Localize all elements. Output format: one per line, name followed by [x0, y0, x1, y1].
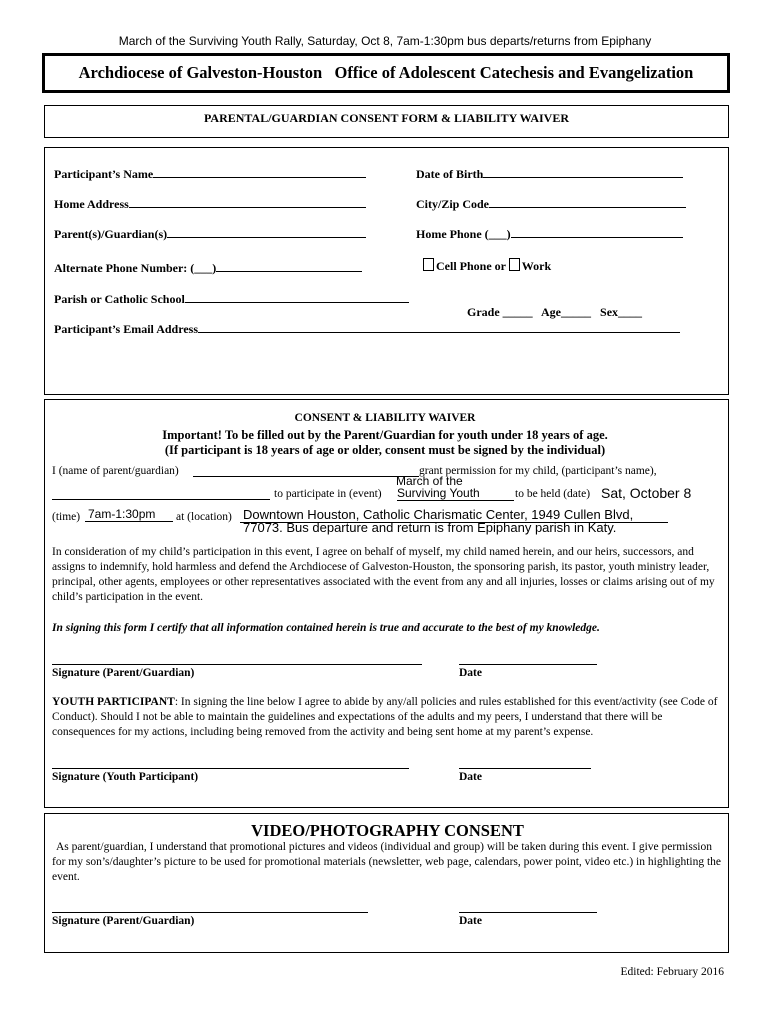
location-fill-2[interactable]: 77073. Bus departure and return is from Epiphany parish in Katy.: [243, 520, 617, 535]
location-fill-1[interactable]: Downtown Houston, Catholic Charismatic Center, 1949 Cullen Blvd,: [243, 507, 634, 522]
grant-suffix: grant permission for my child, (participant’s name),: [419, 465, 657, 477]
sex-label[interactable]: Sex____: [600, 305, 643, 319]
video-signature-label: Signature (Parent/Guardian): [52, 915, 195, 927]
guardian-name-field[interactable]: [193, 476, 419, 477]
parent-signature-line[interactable]: [52, 664, 422, 665]
home-phone-label: Home Phone (___): [416, 227, 511, 241]
parish-label: Parish or Catholic School: [54, 292, 185, 306]
youth-text: : In signing the line below I agree to abide by any/all policies and rules established for this event/activity (see Code of Conduct). Should I not be able to maintain the guidelines and expectations of the adults and my peers, I understand that there will be consequences for my actions, including being removed from the activity and being sent home at my parent’s expense.: [52, 696, 718, 738]
time-fill[interactable]: 7am-1:30pm: [85, 507, 173, 522]
email-field[interactable]: [198, 320, 680, 333]
dob-label: Date of Birth: [416, 167, 484, 181]
cell-phone-label: Cell Phone or: [436, 259, 506, 273]
youth-heading: YOUTH PARTICIPANT: [52, 696, 175, 708]
dob-row: [416, 165, 683, 182]
youth-paragraph: [52, 695, 724, 740]
home-phone-row: [416, 225, 683, 242]
home-phone-field[interactable]: [511, 225, 683, 238]
youth-signature-line[interactable]: [52, 768, 409, 769]
grade-age-sex-row: [461, 290, 642, 320]
email-row: [54, 320, 680, 337]
email-label: Participant’s Email Address: [54, 322, 199, 336]
location-label: at (location): [176, 511, 232, 523]
video-date-line[interactable]: [459, 912, 597, 913]
age-label[interactable]: Age_____: [541, 305, 592, 319]
parent-date-label: Date: [459, 667, 482, 679]
event-prefix: to participate in (event): [274, 488, 382, 500]
grant-prefix: I (name of parent/guardian): [52, 465, 179, 477]
consideration-paragraph: [52, 545, 724, 605]
important-note-1: Important! To be filled out by the Parent/Guardian for youth under 18 years of age.: [162, 428, 608, 442]
work-phone-label: Work: [521, 259, 552, 273]
participant-name-row: [54, 165, 366, 182]
certify-text: In signing this form I certify that all information contained herein is true and accurate to the best of my knowledge.: [52, 622, 600, 634]
alt-phone-label: Alternate Phone Number: (___): [54, 261, 217, 275]
dob-field[interactable]: [483, 165, 683, 178]
video-date-label: Date: [459, 915, 482, 927]
edited-footer: Edited: February 2016: [620, 966, 724, 978]
address-label: Home Address: [54, 197, 129, 211]
parent-signature-label: Signature (Parent/Guardian): [52, 667, 195, 679]
cityzip-row: [416, 195, 686, 212]
parent-date-line[interactable]: [459, 664, 597, 665]
time-label: (time): [52, 511, 81, 523]
participant-name-label: Participant’s Name: [54, 167, 154, 181]
child-name-field[interactable]: [52, 499, 270, 500]
guardians-field[interactable]: [167, 225, 366, 238]
address-field[interactable]: [129, 195, 366, 208]
alt-phone-row: [54, 259, 362, 276]
guardians-label: Parent(s)/Guardian(s): [54, 227, 168, 241]
date-fill[interactable]: Sat, October 8: [601, 485, 692, 501]
alt-phone-field[interactable]: [216, 259, 362, 272]
org-title: Archdiocese of Galveston-Houston Office of Adolescent Catechesis and Evangelization: [78, 63, 694, 82]
address-row: [54, 195, 366, 212]
parish-row: [54, 290, 409, 307]
youth-date-label: Date: [459, 771, 482, 783]
guardians-row: [54, 225, 366, 242]
event-fill-2[interactable]: Surviving Youth: [397, 486, 514, 501]
work-phone-checkbox[interactable]: [509, 258, 520, 271]
youth-date-line[interactable]: [459, 768, 591, 769]
waiver-heading: CONSENT & LIABILITY WAIVER: [294, 412, 476, 424]
date-label: to be held (date): [515, 488, 591, 500]
video-paragraph: [52, 840, 724, 885]
cell-phone-checkbox[interactable]: [423, 258, 434, 271]
cityzip-label: City/Zip Code: [416, 197, 490, 211]
participant-name-field[interactable]: [153, 165, 366, 178]
video-signature-line[interactable]: [52, 912, 368, 913]
video-heading: VIDEO/PHOTOGRAPHY CONSENT: [251, 821, 524, 840]
grade-label[interactable]: Grade _____: [467, 305, 533, 319]
header-note: March of the Surviving Youth Rally, Saturday, Oct 8, 7am-1:30pm bus departs/returns from Epiphany: [118, 34, 652, 48]
video-text: As parent/guardian, I understand that promotional pictures and videos (individual and group) will be taken during this event. I give permission for my son’s/daughter’s picture to be used for promotional materials (newsletter, web page, calendars, power point, video etc.) in highlighting the event.: [52, 841, 722, 883]
phone-type-row: [423, 258, 551, 274]
org-title-box: [42, 53, 730, 93]
cityzip-field[interactable]: [489, 195, 686, 208]
form-title: PARENTAL/GUARDIAN CONSENT FORM & LIABILITY WAIVER: [203, 111, 570, 125]
form-title-box: [44, 105, 729, 138]
consideration-text: In consideration of my child’s participation in this event, I agree on behalf of myself, my child named herein, and our heirs, successors, and assigns to indemnify, hold harmless and defend the Archdiocese of Galveston-Houston, the sponsoring parish, its pastor, youth ministry leader, principal, other agents, employees or other representatives associated with the event from any and all injuries, losses or claims arising out of my child’s participation in the event.: [52, 546, 715, 603]
event-fill-1: March of the: [396, 474, 463, 488]
youth-signature-label: Signature (Youth Participant): [52, 771, 199, 783]
parish-field[interactable]: [185, 290, 409, 303]
important-note-2: (If participant is 18 years of age or older, consent must be signed by the individual): [164, 443, 606, 457]
